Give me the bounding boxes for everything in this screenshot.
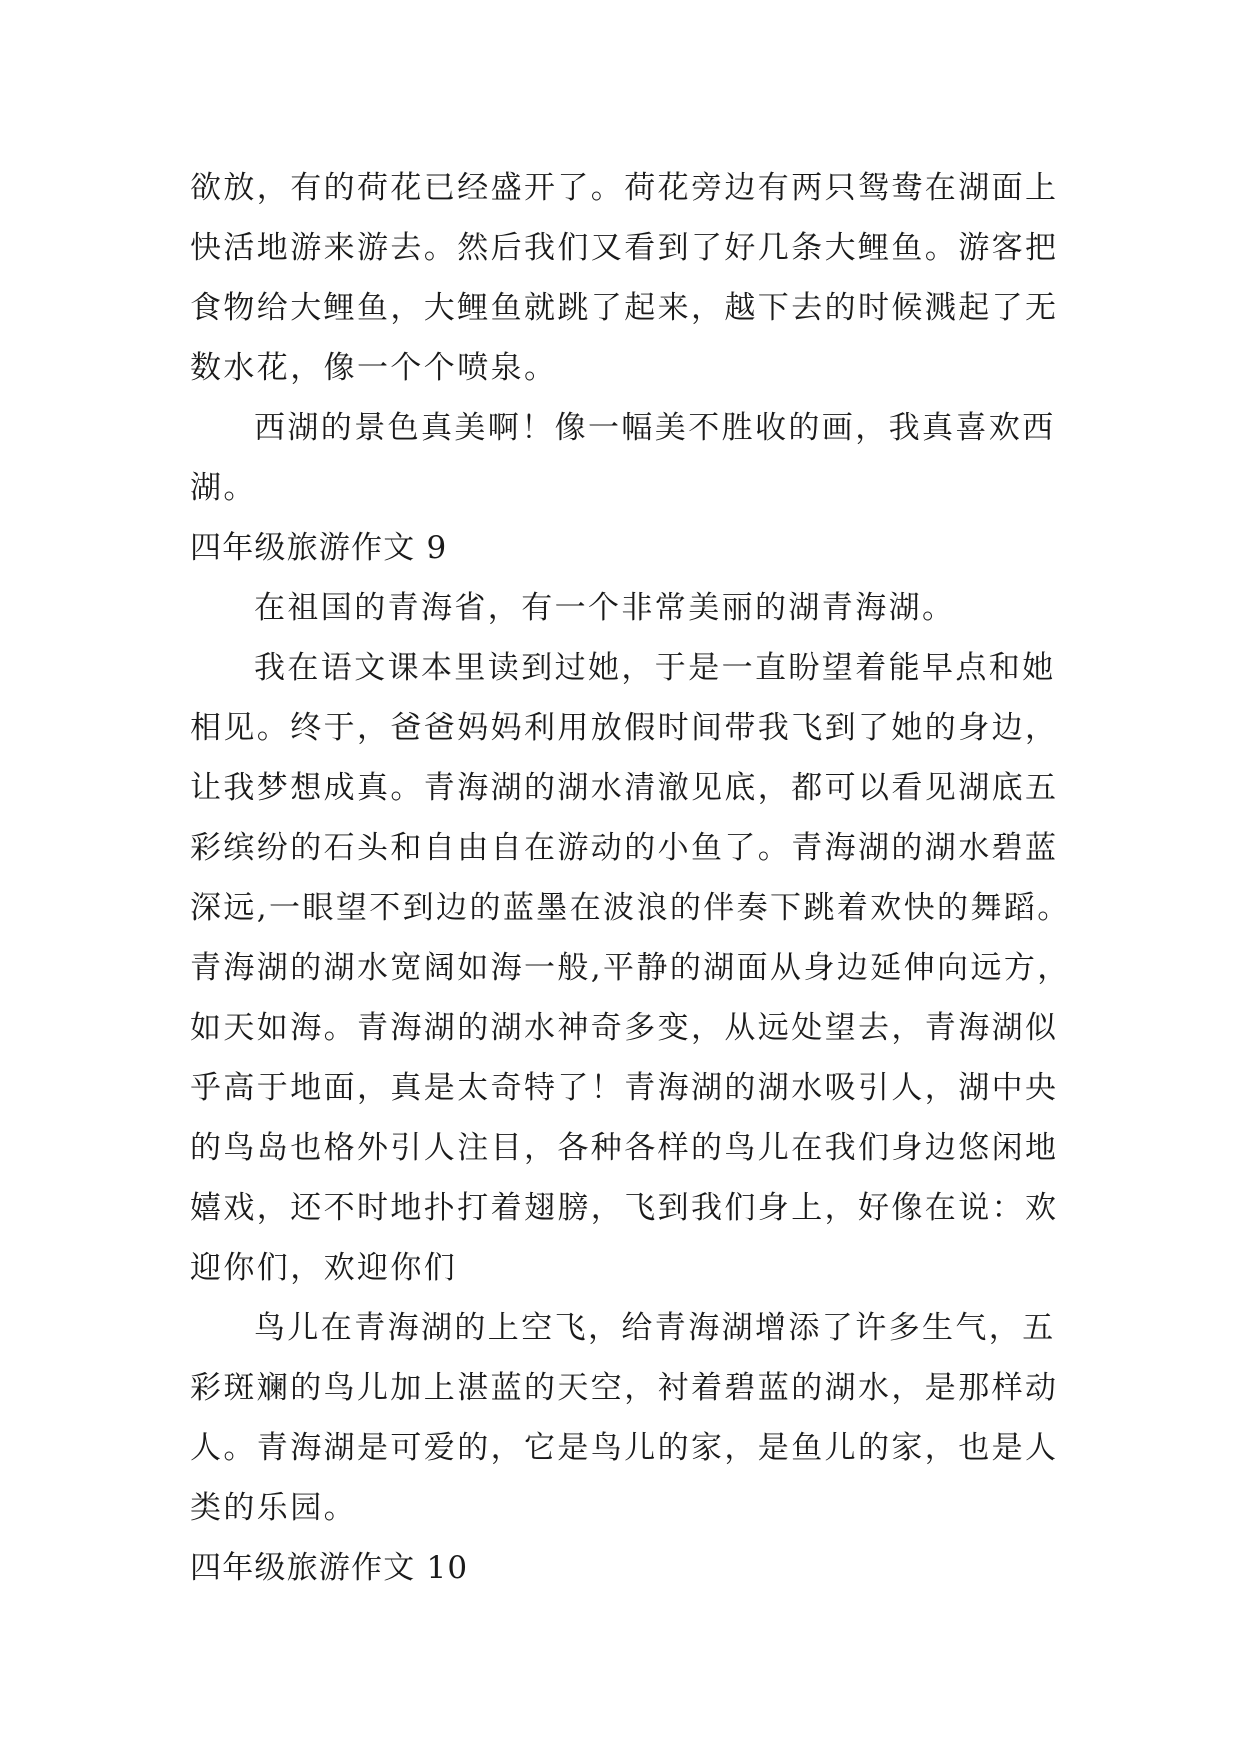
- text-line: 迎你们，欢迎你们: [190, 1250, 458, 1286]
- text-line: 食物给大鲤鱼，大鲤鱼就跳了起来，越下去的时候溅起了无: [190, 290, 1059, 326]
- section-heading-10: 四年级旅游作文 10: [190, 1550, 469, 1586]
- paragraph-first-line: 在祖国的青海省，有一个非常美丽的湖青海湖。: [254, 590, 956, 626]
- text-line: 类的乐园。: [190, 1490, 357, 1526]
- text-line: 乎高于地面，真是太奇特了！青海湖的湖水吸引人，湖中央: [190, 1070, 1059, 1106]
- text-line: 让我梦想成真。青海湖的湖水清澈见底，都可以看见湖底五: [190, 770, 1059, 806]
- text-line: 快活地游来游去。然后我们又看到了好几条大鲤鱼。游客把: [190, 230, 1059, 266]
- text-line: 深远,一眼望不到边的蓝墨在波浪的伴奏下跳着欢快的舞蹈。: [190, 890, 1071, 926]
- text-line: 彩缤纷的石头和自由自在游动的小鱼了。青海湖的湖水碧蓝: [190, 830, 1059, 866]
- text-line: 嬉戏，还不时地扑打着翅膀，飞到我们身上，好像在说：欢: [190, 1190, 1059, 1226]
- text-line: 数水花，像一个个喷泉。: [190, 350, 558, 386]
- text-line: 相见。终于，爸爸妈妈利用放假时间带我飞到了她的身边，: [190, 710, 1059, 746]
- text-line: 如天如海。青海湖的湖水神奇多变，从远处望去，青海湖似: [190, 1010, 1059, 1046]
- text-line: 人。青海湖是可爱的，它是鸟儿的家，是鱼儿的家，也是人: [190, 1430, 1059, 1466]
- text-line: 青海湖的湖水宽阔如海一般,平静的湖面从身边延伸向远方，: [190, 950, 1071, 986]
- text-line: 湖。: [190, 470, 257, 506]
- text-line: 彩斑斓的鸟儿加上湛蓝的天空，衬着碧蓝的湖水，是那样动: [190, 1370, 1059, 1406]
- paragraph-first-line: 我在语文课本里读到过她，于是一直盼望着能早点和她: [254, 650, 1056, 686]
- section-heading-9: 四年级旅游作文 9: [190, 530, 448, 566]
- paragraph-first-line: 鸟儿在青海湖的上空飞，给青海湖增添了许多生气，五: [254, 1310, 1056, 1346]
- text-line: 的鸟岛也格外引人注目，各种各样的鸟儿在我们身边悠闲地: [190, 1130, 1059, 1166]
- text-line: 欲放，有的荷花已经盛开了。荷花旁边有两只鸳鸯在湖面上: [190, 170, 1059, 206]
- paragraph-first-line: 西湖的景色真美啊！像一幅美不胜收的画，我真喜欢西: [254, 410, 1056, 446]
